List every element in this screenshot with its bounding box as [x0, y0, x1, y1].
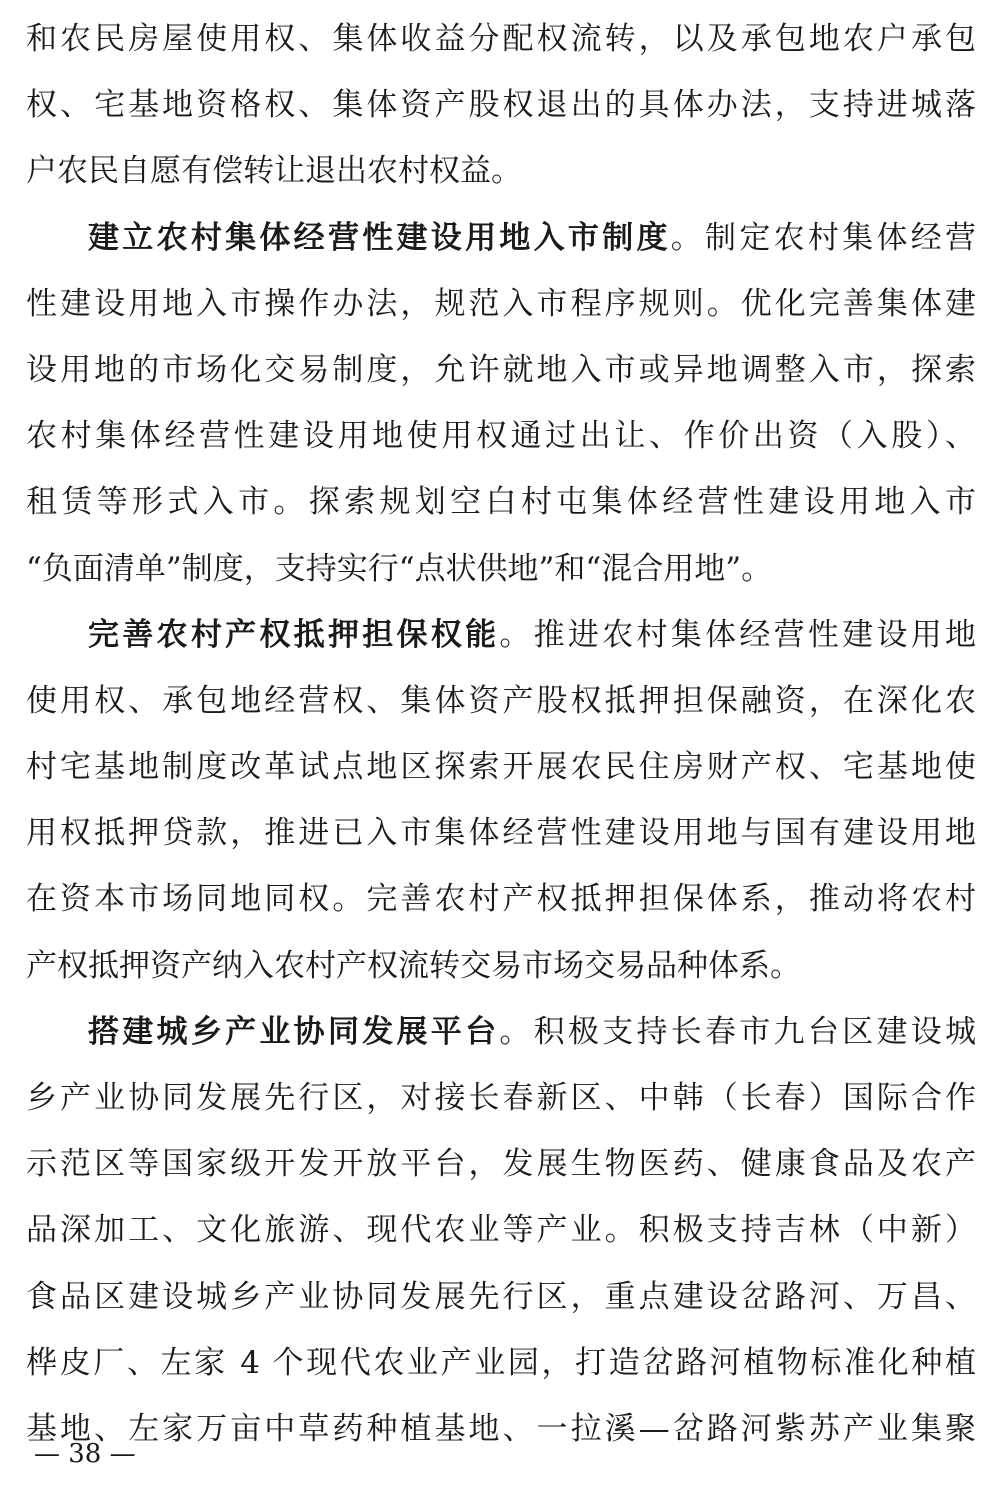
paragraph	[26, 205, 976, 602]
text-line: 食品区建设城乡产业协同发展先行区，重点建设岔路河、万昌、	[26, 1278, 976, 1315]
text-line: 用权抵押贷款，推进已入市集体经营性建设用地与国有建设用地	[26, 815, 976, 852]
text-line: 基地、左家万亩中草药种植基地、一拉溪—岔路河紫苏产业集聚	[26, 1410, 976, 1447]
text-line	[26, 602, 976, 668]
paragraph-heading: 完善农村产权抵押担保权能	[88, 616, 500, 653]
text-line	[26, 205, 976, 271]
text-run: 。制定农村集体经营	[670, 219, 976, 256]
text-line: 户农民自愿有偿转让退出农村权益。	[26, 153, 522, 190]
text-line: 产权抵押资产纳入农村产权流转交易市场交易品种体系。	[26, 947, 801, 984]
text-line: 设用地的市场化交易制度，允许就地入市或异地调整入市，探索	[26, 351, 976, 388]
text-line: 村宅基地制度改革试点地区探索开展农民住房财产权、宅基地使	[26, 749, 976, 786]
text-run: 。推进农村集体经营性建设用地	[499, 616, 976, 653]
page-number: — 38 —	[34, 1439, 136, 1469]
text-line	[26, 999, 976, 1065]
text-line: 示范区等国家级开发开放平台，发展生物医药、健康食品及农产	[26, 1146, 976, 1183]
document-page	[26, 6, 976, 1462]
text-line: 乡产业协同发展先行区，对接长春新区、中韩（长春）国际合作	[26, 1080, 976, 1116]
paragraph-heading: 建立农村集体经营性建设用地入市制度	[88, 219, 671, 256]
paragraph	[26, 999, 976, 1462]
text-line: 农村集体经营性建设用地使用权通过出让、作价出资（入股）、	[26, 418, 976, 455]
text-run: 。积极支持长春市九台区建设城	[499, 1013, 976, 1050]
text-line: 品深加工、文化旅游、现代农业等产业。积极支持吉林（中新）	[26, 1212, 976, 1249]
text-line: 在资本市场同地同权。完善农村产权抵押担保体系，推动将农村	[26, 881, 976, 918]
text-line: 性建设用地入市操作办法，规范入市程序规则。优化完善集体建	[26, 285, 976, 322]
text-line: 使用权、承包地经营权、集体资产股权抵押担保融资，在深化农	[26, 682, 976, 719]
text-line: 桦皮厂、左家 4 个现代农业产业园，打造岔路河植物标准化种植	[26, 1344, 976, 1381]
text-line: 权、宅基地资格权、集体资产股权退出的具体办法，支持进城落	[26, 87, 976, 124]
paragraph	[26, 6, 976, 205]
text-line: 和农民房屋使用权、集体收益分配权流转，以及承包地农户承包	[26, 21, 976, 57]
text-line: “负面清单”制度，支持实行“点状供地”和“混合用地”。	[26, 550, 773, 587]
text-line: 租赁等形式入市。探索规划空白村屯集体经营性建设用地入市	[26, 484, 976, 521]
paragraph	[26, 602, 976, 999]
paragraph-heading: 搭建城乡产业协同发展平台	[88, 1013, 500, 1050]
